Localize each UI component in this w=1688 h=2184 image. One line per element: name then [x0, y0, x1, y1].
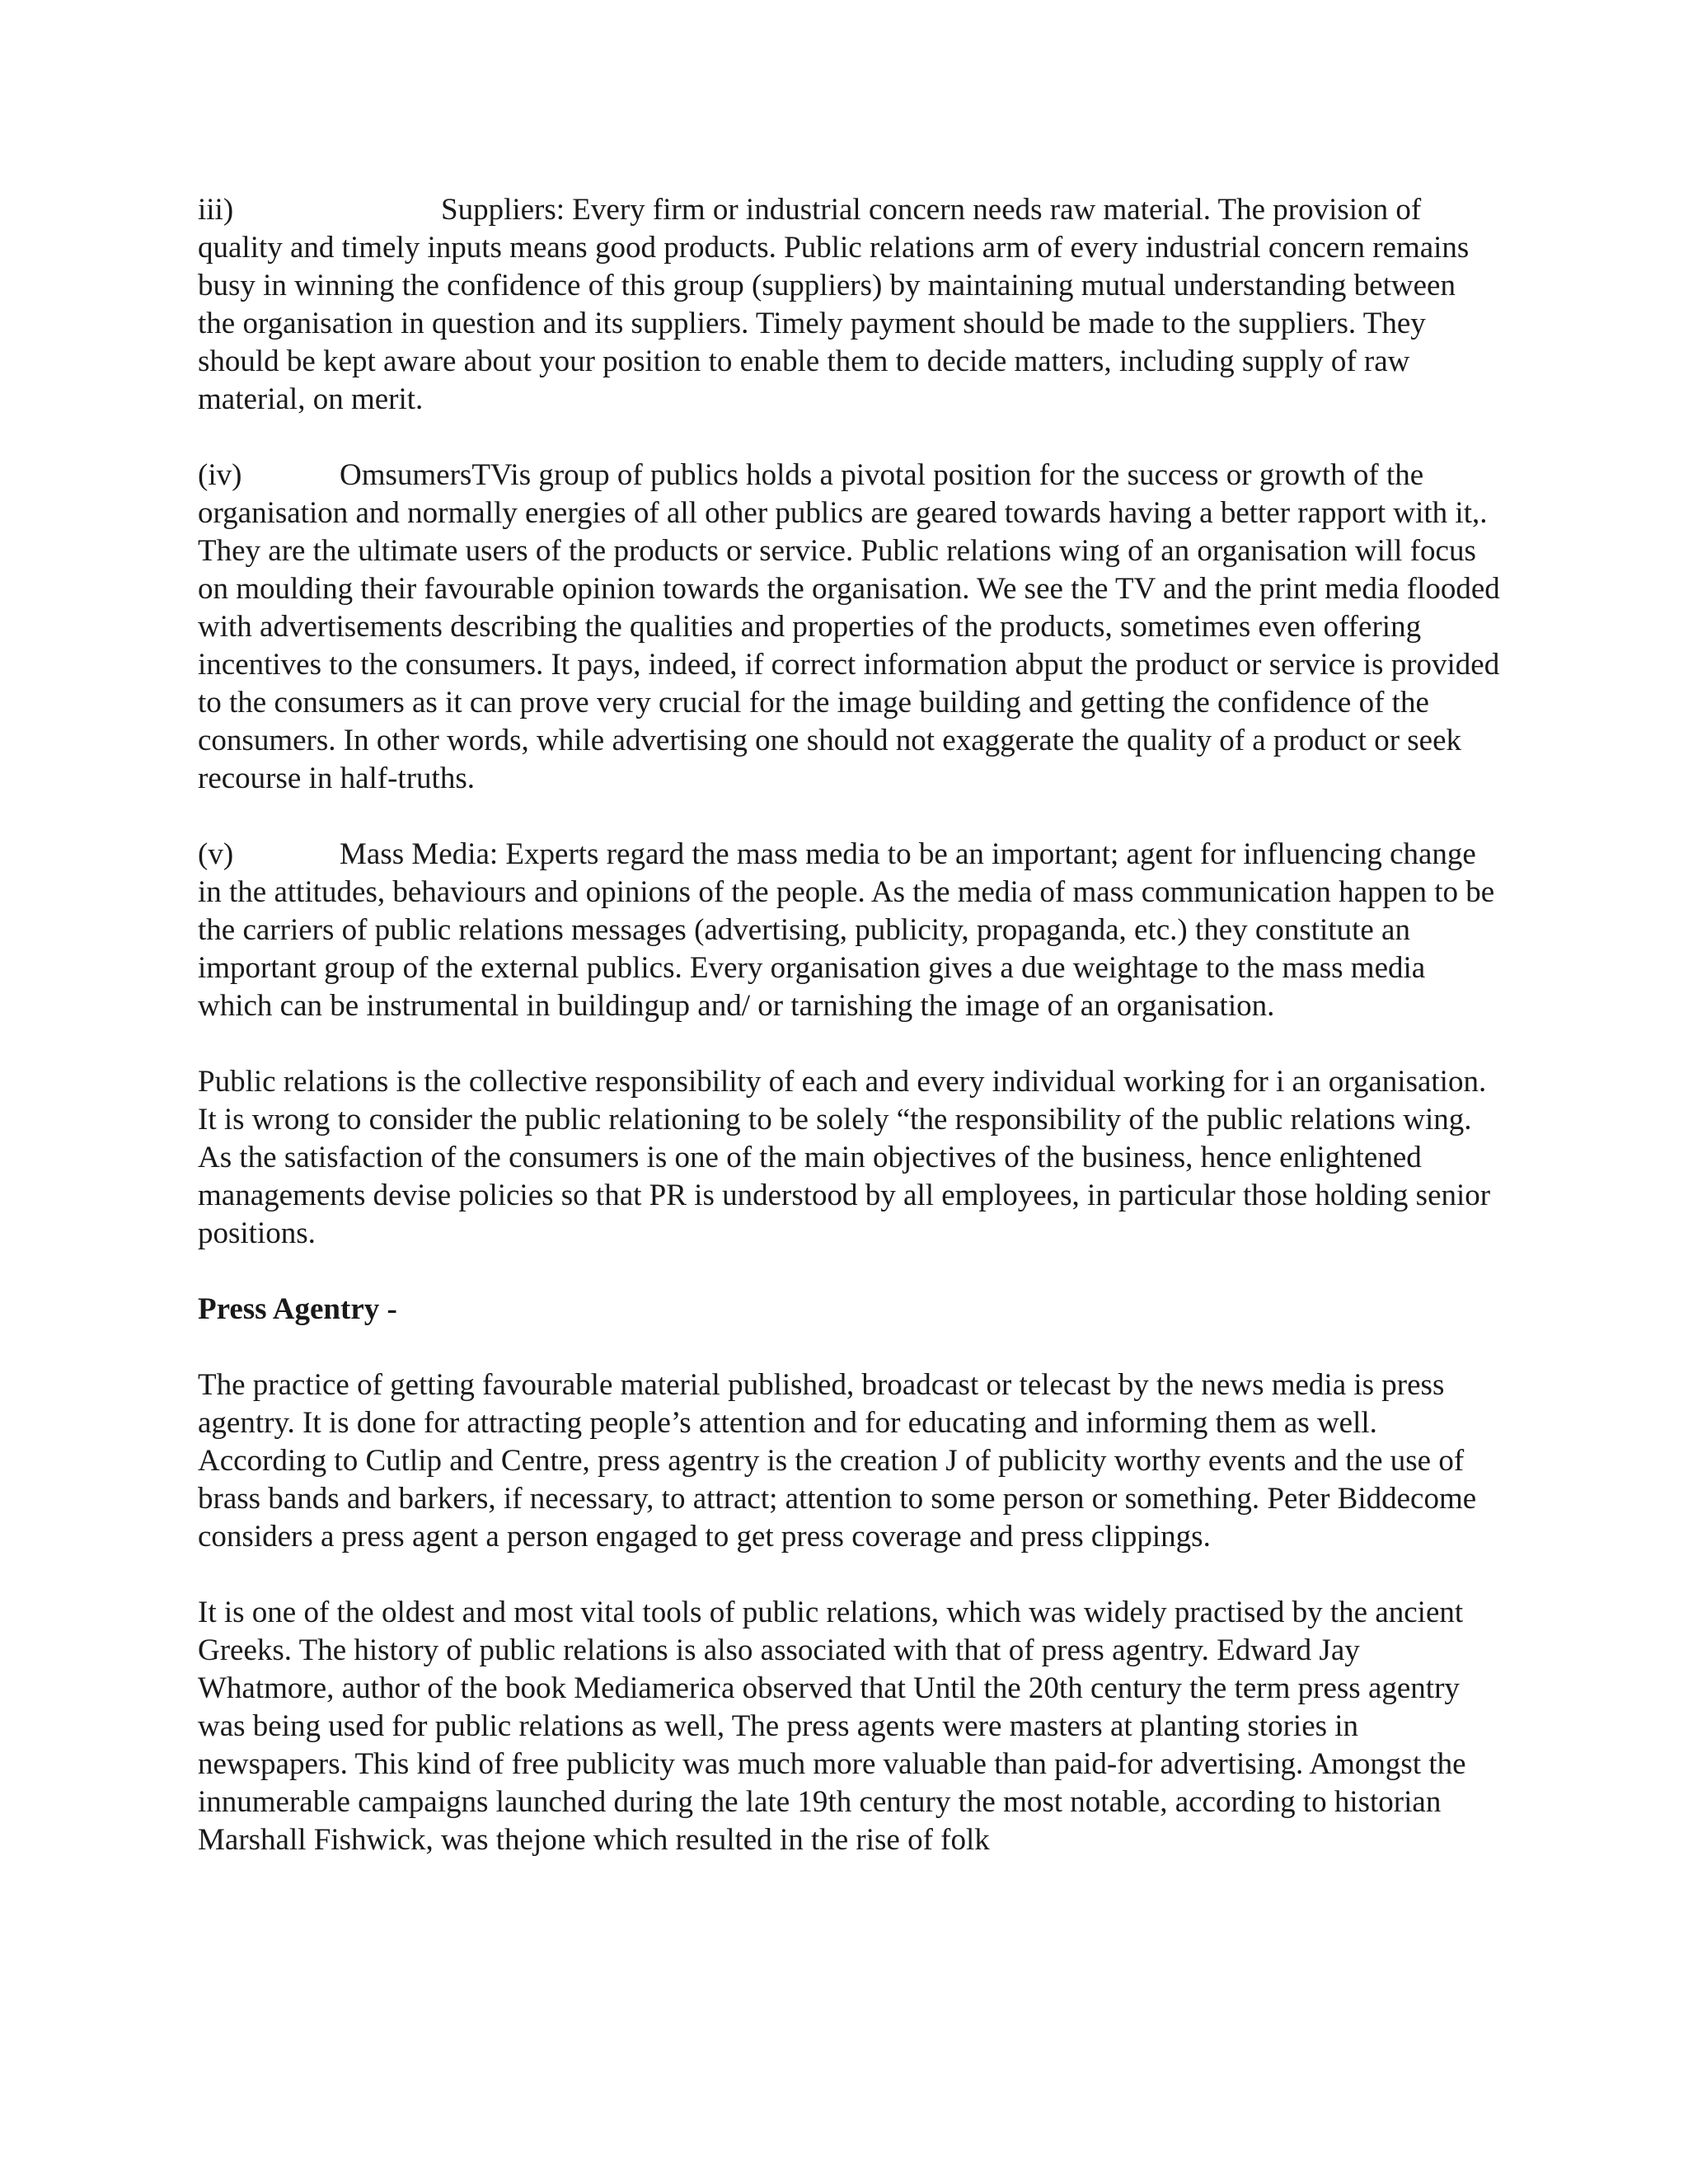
list-marker: (iv): [198, 458, 242, 492]
list-marker: iii): [198, 193, 234, 227]
paragraph-consumers: [198, 457, 1500, 798]
paragraph-suppliers: [198, 191, 1500, 419]
paragraph-text: Suppliers: Every firm or industrial concern needs raw material. The provision of quality and timely inputs means good products. Public relations arm of every industrial concern remains busy in winning the confidence of this group (suppliers) by maintaining mutual understanding between the organisation in question and its suppliers. Timely payment should be made to the suppliers. They should be kept aware about your position to enable them to decide matters, including supply of raw material, on merit.: [198, 193, 1470, 416]
section-heading: Press Agentry -: [198, 1292, 397, 1326]
paragraph-mass-media: [198, 836, 1500, 1025]
paragraph-press-agentry-definition: [198, 1366, 1500, 1556]
paragraph-text: It is one of the oldest and most vital tools of public relations, which was widely practised by the ancient Greeks. The history of public relations is also associated with that of press agentry. Edward Jay Whatmore, author of the book Mediamerica observed that Until the 20th century the term press agentry was being used for public relations as well, The press agents were masters at planting stories in newspapers. This kind of free publicity was much more valuable than paid-for advertising. Amongst the innumerable campaigns launched during the late 19th century the most notable, according to historian Marshall Fishwick, was thejone which resulted in the rise of folk: [198, 1596, 1466, 1857]
paragraph-text: Mass Media: Experts regard the mass media to be an important; agent for influencing change in the attitudes, behaviours and opinions of the people. As the media of mass communication happen to be the carriers of public relations messages (advertising, publicity, propaganda, etc.) they constitute an important group of the external publics. Every organisation gives a due weightage to the mass media which can be instrumental in buildingup and/ or tarnishing the image of an organisation.: [198, 837, 1495, 1023]
paragraph-text: Public relations is the collective responsibility of each and every individual working for i an organisation. It is wrong to consider the public relationing to be solely “the responsibility of the public relations wing. As the satisfaction of the consumers is one of the main objectives of the business, hence enlightened managements devise policies so that PR is understood by all employees, in particular those holding senior positions.: [198, 1065, 1491, 1250]
document-body: [198, 191, 1500, 1897]
paragraph-collective-responsibility: [198, 1063, 1500, 1253]
paragraph-text: OmsumersTVis group of publics holds a pivotal position for the success or growth of the organisation and normally energies of all other publics are geared towards having a better rapport with it,. They are the ultimate users of the products or service. Public relations wing of an organisation will focus on moulding their favourable opinion towards the organisation. We see the TV and the print media flooded with advertisements describing the qualities and properties of the products, sometimes even offering incentives to the consumers. It pays, indeed, if correct information abput the product or service is provided to the consumers as it can prove very crucial for the image building and getting the confidence of the consumers. In other words, while advertising one should not exaggerate the quality of a product or seek recourse in half-truths.: [198, 458, 1500, 795]
paragraph-press-agentry-history: [198, 1594, 1500, 1859]
list-marker: (v): [198, 837, 234, 871]
paragraph-text: The practice of getting favourable material published, broadcast or telecast by the news media is press agentry. It is done for attracting people’s attention and for educating and informing them as well. According to Cutlip and Centre, press agentry is the creation J of publicity worthy events and the use of brass bands and barkers, if necessary, to attract; attention to some person or something. Peter Biddecome considers a press agent a person engaged to get press coverage and press clippings.: [198, 1368, 1477, 1554]
